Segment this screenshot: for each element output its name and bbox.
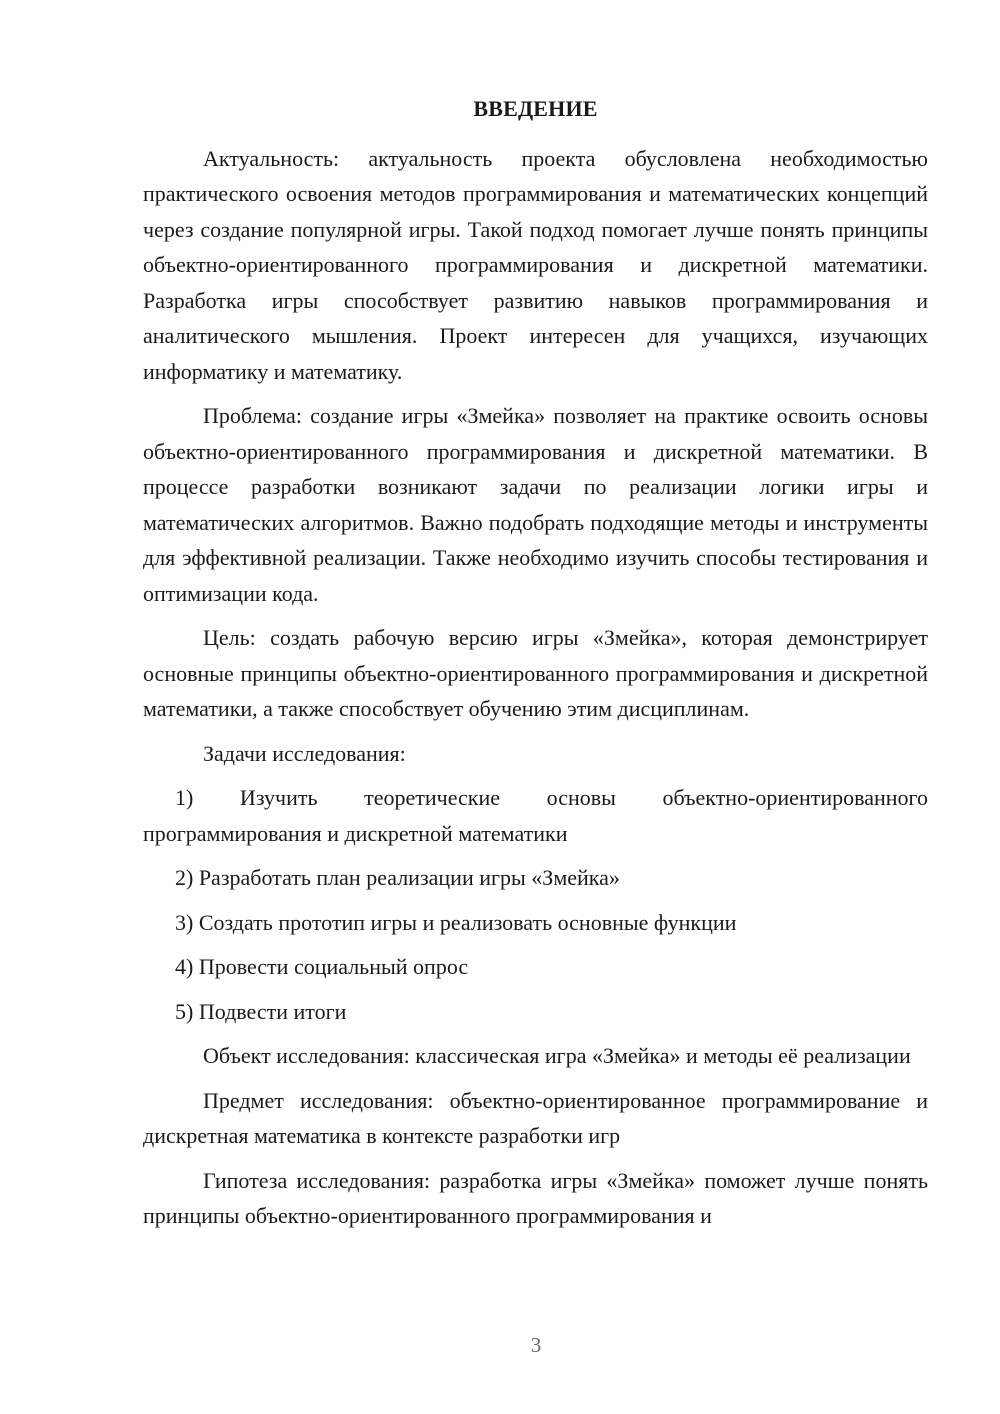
page-content [143, 91, 928, 1243]
paragraph-object: Объект исследования: классическая игра «Змейка» и методы её реализации [203, 1043, 911, 1068]
task-item-4: 4) Провести социальный опрос [175, 954, 469, 979]
section-title: ВВЕДЕНИЕ [473, 96, 598, 121]
task-item-1: 1) Изучить теоретические основы объектно-ориентированного программирования и дискретной математики [143, 785, 928, 846]
paragraph-relevance: Актуальность: актуальность проекта обусловлена необходимостью практического освоения методов программирования и математических концепций через создание популярной игры. Такой подход помогает лучше понять принципы объектно-ориентированного программирования и дискретной математики. Разработка игры способствует развитию навыков программирования и аналитического мышления. Проект интересен для учащихся, изучающих информатику и математику. [143, 145, 928, 384]
paragraph-hypothesis: Гипотеза исследования: разработка игры «Змейка» поможет лучше понять принципы объектно-ориентированного программирования и [143, 1167, 928, 1228]
paragraph-problem: Проблема: создание игры «Змейка» позволяет на практике освоить основы объектно-ориентированного программирования и дискретной математики. В процессе разработки возникают задачи по реализации логики игры и математических алгоритмов. Важно подобрать подходящие методы и инструменты для эффективной реализации. Также необходимо изучить способы тестирования и оптимизации кода. [143, 403, 928, 606]
page-number: 3 [530, 1333, 542, 1357]
task-item-2: 2) Разработать план реализации игры «Змейка» [175, 865, 620, 890]
task-item-5: 5) Подвести итоги [175, 998, 347, 1024]
task-item-3: 3) Создать прототип игры и реализовать основные функции [175, 909, 737, 935]
tasks-heading: Задачи исследования: [203, 740, 406, 766]
paragraph-subject: Предмет исследования: объектно-ориентированное программирование и дискретная математика в контексте разработки игр [143, 1087, 928, 1148]
paragraph-goal: Цель: создать рабочую версию игры «Змейка», которая демонстрирует основные принципы объектно-ориентированного программирования и дискретной математики, а также способствует обучению этим дисциплинам. [143, 625, 928, 721]
